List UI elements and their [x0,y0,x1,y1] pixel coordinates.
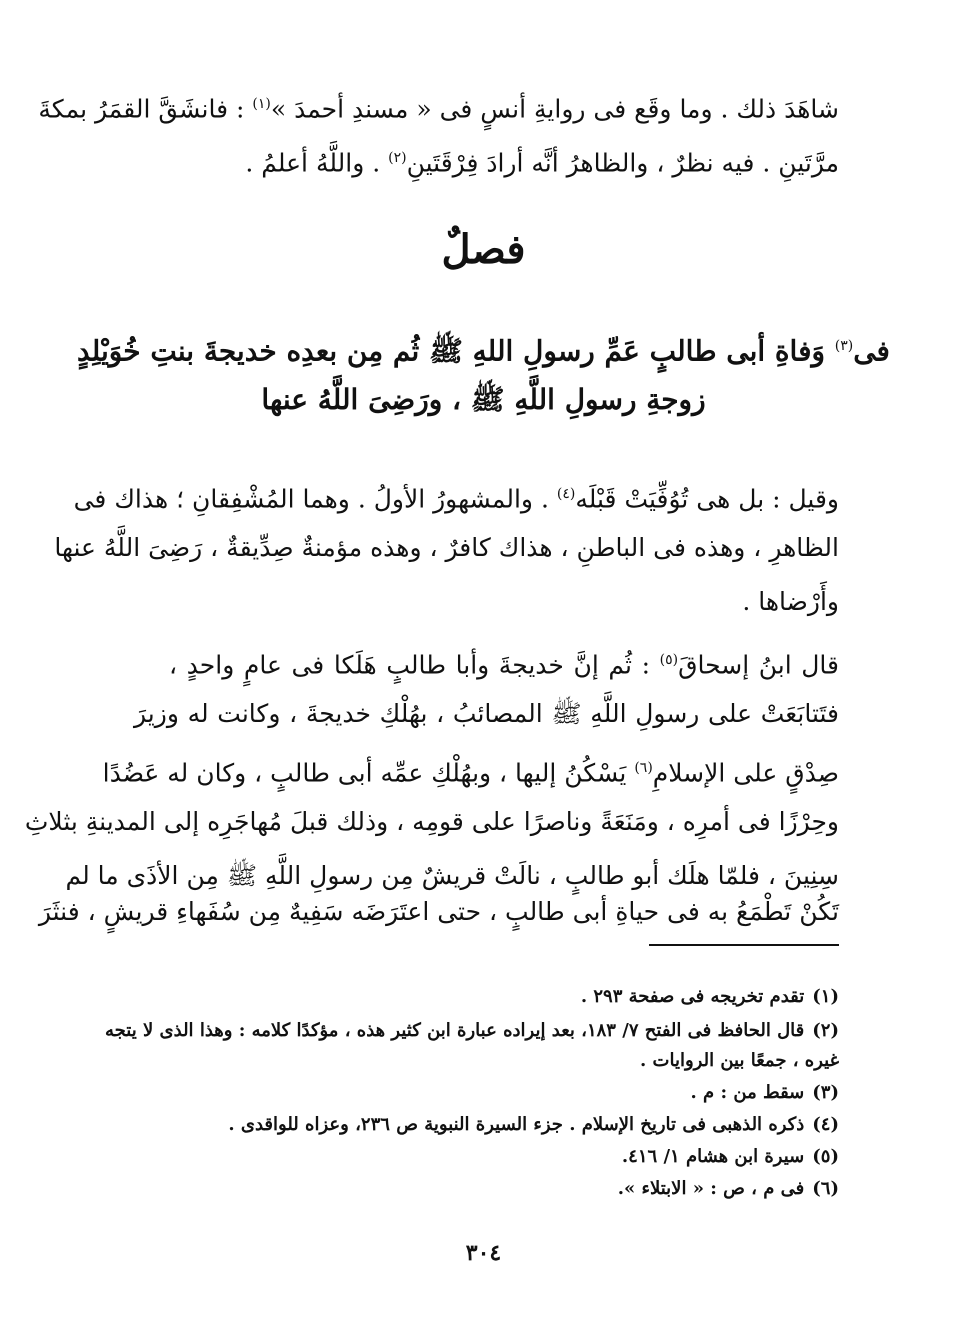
footnote-3-number: (٣) [812,1082,839,1103]
footnote-ref-1: (١) [252,96,271,112]
footnote-2-number: (٢) [812,1020,839,1041]
footnote-5-text: سيرة ابن هشام ١/ ٤١٦. [621,1146,805,1167]
footnote-ref-6: (٦) [634,760,653,776]
para1-line-2: الظاهرِ ، وهذه فى الباطنِ ، هذاك كافرٌ ، وهذه مؤمنةٌ صِدِّيقةٌ ، رَضِىَ اللَّهُ عنها [54,533,839,562]
footnote-ref-4: (٤) [556,486,576,502]
footnote-4-number: (٤) [812,1114,839,1135]
footnote-5-number: (٥) [812,1146,839,1167]
page-number: ٣٠٤ [465,1240,502,1266]
footnote-4-text: ذكره الذهبى فى تاريخ الإسلام . جزء السيرة النبوية ص ٢٣٦، وعزاه للواقدى . [228,1114,805,1135]
para2-line-3 [102,740,839,796]
intro-line-1-end: : فانشَقَّ القمَرُ بمكةَ [38,94,245,124]
footnote-1 [134,982,839,1012]
para1-line-1 [73,466,839,522]
intro-line-2-end: . واللَّهُ أعلمُ . [245,148,381,178]
footnote-4 [134,1110,839,1140]
footnote-6 [134,1174,839,1204]
para2-line-3-b: يَسْكُنُ إليها ، وبهُلْكِ عمِّه أبى طالبٍ ، وكان له عَضُدًا [102,758,627,788]
intro-line-1-text: شاهَدَ ذلك . وما وقَع فى روايةِ أنسٍ فى « مسندِ أحمدَ » [270,94,839,124]
footnote-ref-5: (٥) [659,652,679,668]
footnote-2-continuation: غيره ، جمعًا بين الروايات . [639,1050,839,1071]
footnote-1-number: (١) [812,986,839,1007]
para1-line-1-a: وقيل : بل هى تُوُفِّيَتْ قَبْلَه [575,484,839,514]
footnote-divider [649,944,839,946]
intro-line-2 [134,130,839,186]
para2-line-6: تَكُنْ تَطْمَعُ به فى حياةِ أبى طالبٍ ، حتى اعتَرَضَه سَفِيهٌ مِن سُفَهاءِ قريشٍ ، فنثَرَ [38,897,839,926]
footnote-ref-3: (٣) [834,338,854,354]
section-title: فصلٌ [441,226,526,273]
footnote-ref-2: (٢) [388,150,407,166]
chapter-heading-text-1: وَفاةِ أبى طالبٍ عَمِّ رسولِ اللهِ ﷺ ثُم مِن بعدِه خديجةَ بنتِ خُوَيْلِدٍ [77,334,825,368]
chapter-heading-prefix: فى [853,334,890,368]
footnote-1-text: تقدم تخريجه فى صفحة ٢٩٣ . [580,986,805,1007]
chapter-heading-line-2: زوجةِ رسولِ اللَّهِ ﷺ ، ورَضِىَ اللَّهُ عنها [261,383,706,416]
footnote-2-text: قال الحافظ فى الفتح ٧/ ١٨٣، بعد إيراده عبارة ابن كثير هذه ، مؤكدًا كلامه : وهذا الذى لا يتجه [105,1020,805,1041]
footnote-3-text: سقط من : م . [690,1082,805,1103]
para2-line-4: وحِرْزًا فى أمرِه ، ومَنَعَةً وناصرًا على قومِه ، وذلك قبلَ مُهاجَرِه إلى المدينةِ بثلاثِ [24,807,839,836]
para1-line-3: وأَرْضاها . [742,587,839,616]
footnote-6-text: فى م ، ص : « الابتلاء ». [617,1178,805,1199]
para2-line-5: سِنِينَ ، فلمّا هلَك أبو طالبٍ ، نالَتْ قريشٌ مِن رسولِ اللَّهِ ﷺ مِن الأذَى ما لم [65,861,839,890]
para2-line-1-a: قال ابنُ إسحاقَ [678,650,840,680]
footnote-5 [134,1142,839,1172]
para1-line-1-b: . والمشهورُ الأولُ . وهما المُشْفِقانِ ؛ هذاك فى [73,484,549,514]
chapter-heading-line-1 [0,320,967,377]
para2-line-2: فتَتابَعَتْ على رسولِ اللَّهِ ﷺ المصائبُ ، بهُلْكِ خديجةَ ، وكانت له وزيرَ [134,699,839,728]
footnote-3 [134,1078,839,1108]
intro-line-2-text: مرَّتَينِ . فيه نظرٌ ، والظاهرُ أنَّه أرادَ فِرْقَتَينِ [406,148,839,178]
footnote-2 [105,1016,839,1046]
para2-line-1 [169,632,839,688]
footnote-6-number: (٦) [812,1178,839,1199]
para2-line-3-a: صِدْقٍ على الإسلامِ [652,758,839,788]
intro-line-1 [38,76,839,132]
para2-line-1-b: : ثُم إنَّ خديجةَ وأبا طالبٍ هَلَكا فى عامٍ واحدٍ ، [169,650,651,680]
